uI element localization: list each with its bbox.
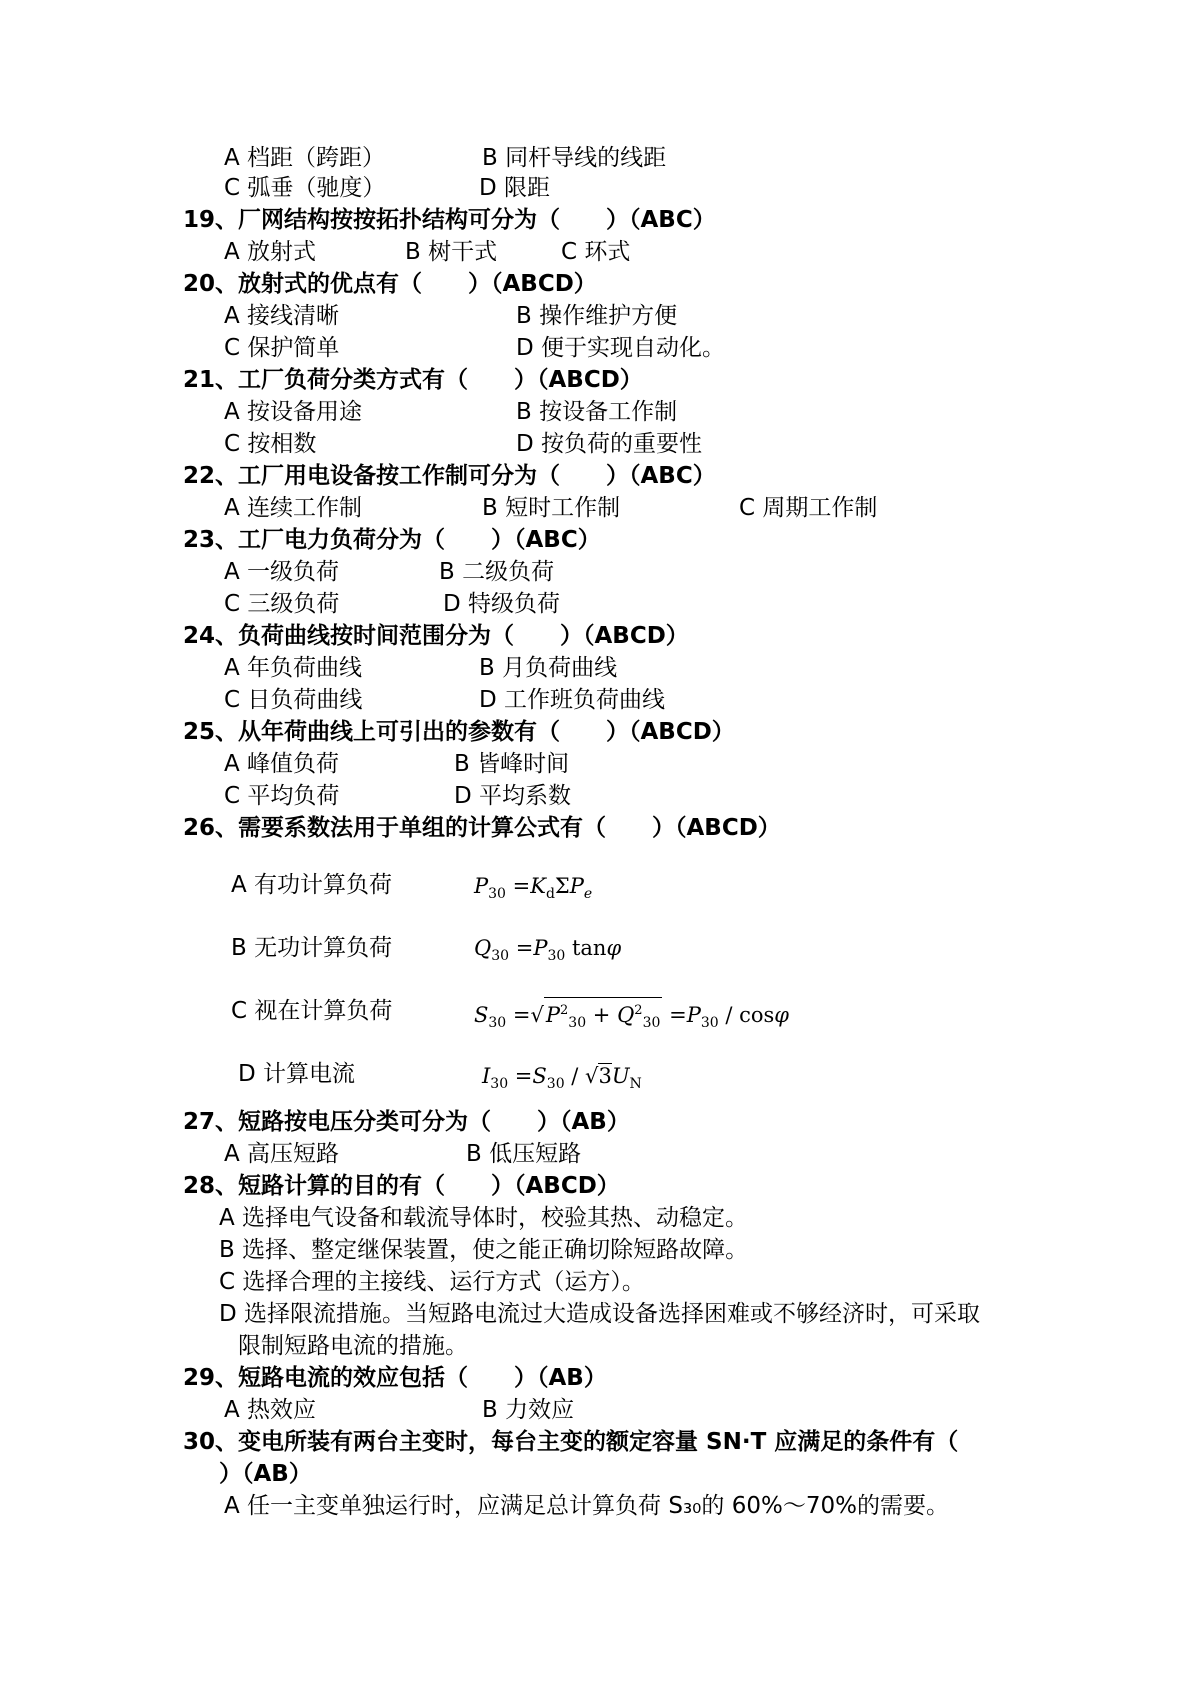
option-b: B 无功计算负荷 (231, 935, 393, 961)
option-a: A 热效应 (224, 1397, 317, 1423)
option-a: A 一级负荷 (224, 559, 340, 585)
option-b: B 同杆导线的线距 (482, 145, 667, 171)
option-b: B 选择、整定继保装置，使之能正确切除短路故障。 (219, 1237, 749, 1263)
question-22: 22、工厂用电设备按工作制可分为（ ）（ABC） (183, 463, 716, 489)
option-d: D 按负荷的重要性 (516, 431, 703, 457)
option-b: B 皆峰时间 (454, 751, 570, 777)
option-d: D 平均系数 (454, 783, 572, 809)
option-d: D 计算电流 (238, 1061, 356, 1087)
option-c: C 选择合理的主接线、运行方式（运方）。 (219, 1269, 645, 1295)
option-c: C 环式 (561, 239, 631, 265)
option-c: C 日负荷曲线 (224, 687, 363, 713)
option-a: A 连续工作制 (224, 495, 363, 521)
option-c: C 弧垂（驰度） (224, 175, 386, 201)
question-24: 24、负荷曲线按时间范围分为（ ）（ABCD） (183, 623, 689, 649)
option-c: C 周期工作制 (739, 495, 878, 521)
option-a: A 年负荷曲线 (224, 655, 363, 681)
option-a: A 高压短路 (224, 1141, 340, 1167)
option-a: A 峰值负荷 (224, 751, 340, 777)
option-d: D 选择限流措施。当短路电流过大造成设备选择困难或不够经济时，可采取 (219, 1301, 981, 1327)
option-c: C 平均负荷 (224, 783, 340, 809)
formula-p30: $P_{30} =K_d\Sigma P_e$ (474, 874, 593, 903)
option-b: B 按设备工作制 (516, 399, 678, 425)
formula-q30: $Q_{30} =P_{30}$ tanφ (474, 936, 622, 965)
option-d: D 限距 (479, 175, 551, 201)
option-a: A 选择电气设备和载流导体时，校验其热、动稳定。 (219, 1205, 749, 1231)
option-a: A 按设备用途 (224, 399, 363, 425)
question-29: 29、短路电流的效应包括（ ）（AB） (183, 1365, 607, 1391)
option-a: A 档距（跨距） (224, 145, 386, 171)
option-a: A 接线清晰 (224, 303, 340, 329)
option-c: C 按相数 (224, 431, 317, 457)
option-b: B 操作维护方便 (516, 303, 678, 329)
option-d: D 工作班负荷曲线 (479, 687, 666, 713)
option-b: B 月负荷曲线 (479, 655, 618, 681)
option-a: A 任一主变单独运行时，应满足总计算负荷 S₃₀的 60%～70%的需要。 (224, 1493, 949, 1519)
question-21: 21、工厂负荷分类方式有（ ）（ABCD） (183, 367, 643, 393)
option-b: B 低压短路 (466, 1141, 582, 1167)
question-28: 28、短路计算的目的有（ ）（ABCD） (183, 1173, 620, 1199)
formula-s30: $S_{30} =√P^2_{30} + Q^2_{30} =P_{30} / \cos\varphi$ (474, 997, 789, 1038)
option-b: B 二级负荷 (439, 559, 555, 585)
option-d: D 特级负荷 (443, 591, 561, 617)
option-c: C 视在计算负荷 (231, 998, 393, 1024)
question-23: 23、工厂电力负荷分为（ ）（ABC） (183, 527, 601, 553)
option-b: B 短时工作制 (482, 495, 621, 521)
question-20: 20、放射式的优点有（ ）（ABCD） (183, 271, 597, 297)
question-30: 30、变电所装有两台主变时，每台主变的额定容量 SN·T 应满足的条件有（ (183, 1429, 959, 1455)
question-30-answer: ）（AB） (219, 1461, 312, 1487)
formula-i30: $I_{30} =S_{30} / √3U_N$ (482, 1064, 642, 1093)
question-26: 26、需要系数法用于单组的计算公式有（ ）（ABCD） (183, 815, 781, 841)
option-b: B 力效应 (482, 1397, 575, 1423)
question-19: 19、厂网结构按按拓扑结构可分为（ ）（ABC） (183, 207, 716, 233)
option-d: D 便于实现自动化。 (516, 335, 726, 361)
question-27: 27、短路按电压分类可分为（ ）（AB） (183, 1109, 630, 1135)
option-a: A 放射式 (224, 239, 317, 265)
option-d-continued: 限制短路电流的措施。 (238, 1333, 468, 1359)
option-c: C 三级负荷 (224, 591, 340, 617)
option-a: A 有功计算负荷 (231, 872, 393, 898)
option-b: B 树干式 (405, 239, 498, 265)
option-c: C 保护简单 (224, 335, 340, 361)
question-25: 25、从年荷曲线上可引出的参数有（ ）（ABCD） (183, 719, 735, 745)
